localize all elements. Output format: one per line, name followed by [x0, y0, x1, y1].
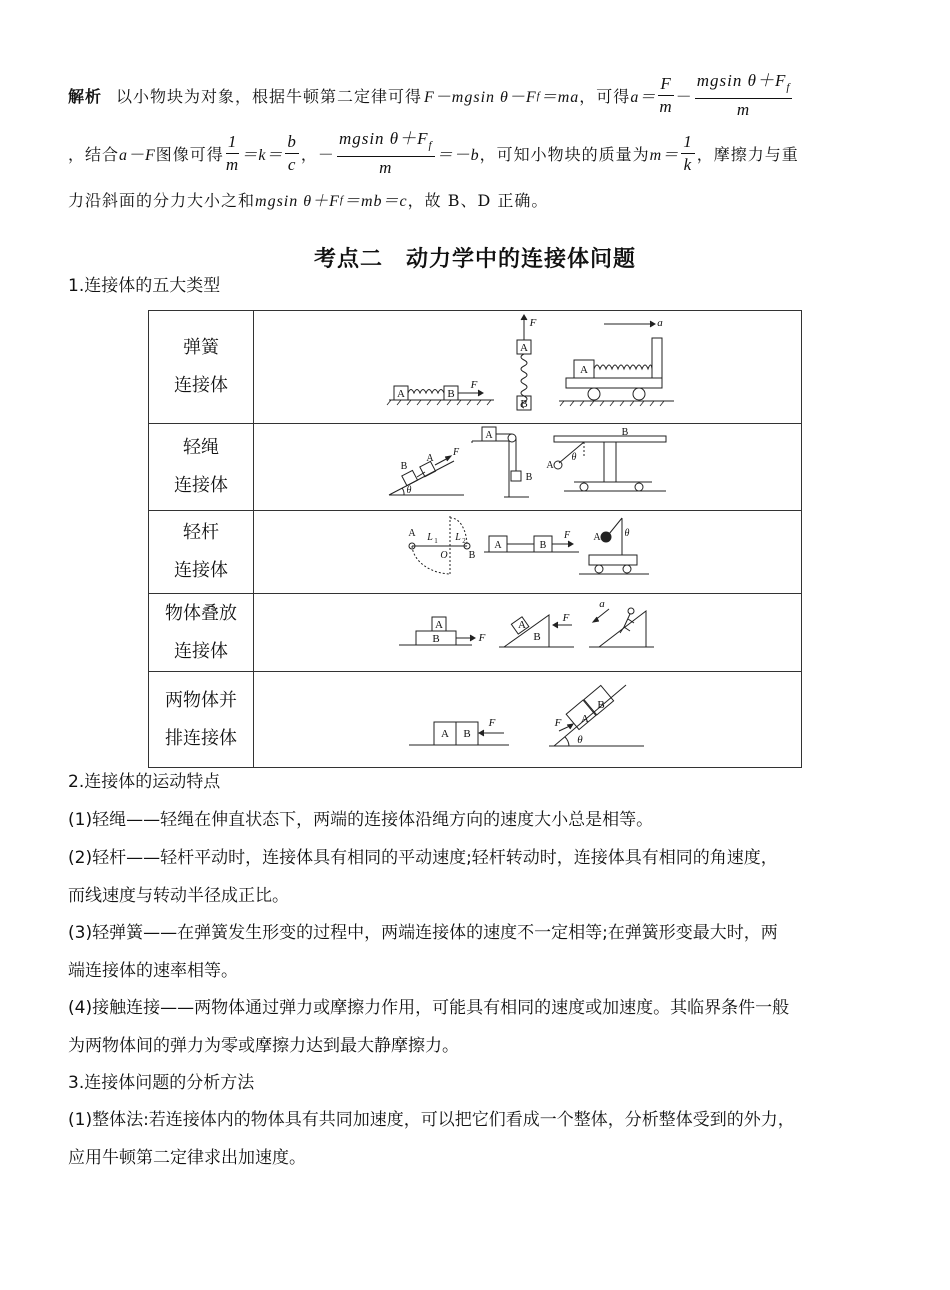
table-row [149, 311, 802, 424]
figure-cell [254, 424, 802, 511]
wedge-b [504, 615, 549, 647]
label-b: B [539, 539, 547, 551]
label-line: 物体叠放 [165, 602, 237, 624]
rod-ball [601, 532, 611, 542]
row-label [149, 594, 254, 672]
paragraph: (1)轻绳——轻绳在伸直状态下，两端的连接体沿绳方向的速度大小总是相等。 [68, 810, 654, 830]
cart-wall [652, 338, 662, 378]
fraction [695, 70, 793, 121]
label-f: F [478, 631, 486, 644]
equation: m＝ [649, 147, 680, 165]
fraction [285, 131, 299, 176]
paragraph: (2)轻杆——轻杆平动时，连接体具有相同的平动速度;轻杆转动时，连接体具有相同的角速度， [68, 848, 778, 868]
minus-sign: － [675, 87, 693, 107]
label-a: A [520, 341, 528, 354]
label-f: F [452, 446, 460, 458]
label-a: A [494, 539, 502, 551]
subscript: f [536, 89, 541, 102]
paragraph: 端连接体的速率相等。 [68, 961, 238, 981]
paragraph: 应用牛顿第二定律求出加速度。 [68, 1148, 306, 1168]
paragraph: (1)整体法:若连接体内的物体具有共同加速度，可以把它们看成一个整体，分析整体受到的外力， [68, 1110, 795, 1130]
equation: mgsin θ＋F [255, 193, 340, 210]
label-line: 排连接体 [165, 727, 237, 749]
label-f: F [470, 378, 478, 391]
label-line: 连接体 [174, 560, 228, 581]
fraction [337, 128, 435, 179]
label-line: 两物体并 [165, 689, 237, 711]
label-f: F [554, 716, 562, 729]
block-b [402, 470, 418, 485]
fraction-numerator: 1 [226, 131, 240, 154]
fraction-numerator: b [285, 131, 299, 154]
label-line: 连接体 [174, 375, 228, 396]
solution-text: 图像可得 [155, 145, 224, 165]
equation: F－mgsin θ－F [424, 89, 537, 107]
label-accel: a [657, 316, 663, 329]
paragraph: (4)接触连接——两物体通过弹力或摩擦力作用，可能具有相同的速度或加速度。其临界条件一般 [68, 998, 790, 1018]
label-line: 轻绳 [183, 437, 219, 458]
heading-methods: 3.连接体问题的分析方法 [68, 1073, 255, 1093]
label-b: B [400, 460, 408, 472]
figure-cell [254, 594, 802, 672]
label-a: A [546, 459, 554, 471]
pulley [508, 434, 516, 442]
label-a: A [593, 531, 601, 543]
label-b: B [520, 397, 528, 410]
label-b: B [432, 632, 440, 645]
fraction-denominator: m [379, 158, 393, 178]
label-a: A [408, 527, 416, 539]
fraction-denominator: k [683, 155, 693, 175]
table-row [149, 511, 802, 594]
label-a: A [485, 429, 493, 441]
equation: ＝k＝ [241, 147, 284, 165]
solution-text: 力沿斜面的分力大小之和 [68, 191, 256, 210]
fraction [681, 131, 695, 176]
block-b [511, 471, 521, 481]
solution-text: ，可得 [579, 87, 631, 107]
label-b: B [468, 549, 476, 561]
equation: a－F [119, 147, 156, 165]
equation: a＝ [630, 89, 657, 107]
stacked-connector-figure [254, 595, 800, 671]
solution-line-2 [68, 128, 799, 179]
label-a: A [397, 387, 405, 400]
fraction-numerator: F [658, 73, 673, 96]
figure-cell [254, 511, 802, 594]
paragraph: 而线速度与转动半径成正比。 [68, 886, 289, 906]
label-accel: a [599, 597, 605, 610]
solution-text: ，可知小物块的质量为 [479, 145, 650, 165]
row-label [149, 672, 254, 768]
subscript: f [428, 139, 433, 152]
label-line: 轻杆 [183, 522, 219, 543]
platform-b [554, 436, 666, 442]
equation: ＝－b [436, 147, 480, 165]
equation: ＝ma [540, 89, 580, 107]
side-by-side-connector-figure [254, 673, 800, 767]
label-line: 连接体 [174, 640, 228, 662]
table-row [149, 424, 802, 511]
connector-types-table [148, 310, 802, 768]
solution-text: ，摩擦力与重 [696, 145, 799, 165]
cart-wheel [633, 388, 645, 400]
figure-cell [254, 672, 802, 768]
label-f: F [488, 716, 496, 729]
label-b: B [447, 387, 455, 400]
equation: ＝mb＝c [343, 193, 408, 210]
label-a: A [435, 618, 443, 631]
cart-wheel [595, 565, 603, 573]
table-row [149, 672, 802, 768]
numerator-text: mgsin θ＋F [696, 71, 787, 90]
solution-line-1 [68, 70, 794, 121]
section-title: 考点二 动力学中的连接体问题 [313, 247, 636, 272]
fraction-numerator [337, 128, 435, 157]
fraction-denominator: m [659, 97, 673, 117]
label-b: B [463, 727, 471, 740]
solution-line-3 [68, 188, 548, 211]
label-b: B [525, 471, 533, 483]
fraction-denominator: c [287, 155, 297, 175]
solution-text: ，－ [300, 145, 335, 165]
label-line: 连接体 [174, 475, 228, 496]
fraction-denominator: m [225, 155, 240, 175]
label-a: A [518, 618, 526, 631]
label-l2-sub: 2 [462, 536, 466, 545]
heading-features: 2.连接体的运动特点 [68, 772, 221, 792]
label-o: O [440, 549, 448, 561]
cart-wheel [635, 483, 643, 491]
label-b: B [597, 698, 605, 711]
subscript: f [786, 81, 791, 94]
table-row [149, 594, 802, 672]
label-l1: L [427, 531, 433, 543]
cart-body [589, 555, 637, 565]
rod-connector-figure [254, 512, 800, 593]
row-label [149, 424, 254, 511]
solution-text: 以小物块为对象，根据牛顿第二定律可得 [116, 87, 423, 107]
label-f: F [562, 611, 570, 624]
paragraph: 为两物体间的弹力为零或摩擦力达到最大静摩擦力。 [68, 1036, 459, 1056]
label-a: A [426, 452, 434, 464]
numerator-text: mgsin θ＋F [338, 129, 429, 148]
support-pillar [604, 442, 616, 482]
spring-connector-figure [254, 312, 800, 423]
figure-cell [254, 311, 802, 424]
label-a: A [441, 727, 449, 740]
label-theta: θ [624, 527, 630, 539]
label-b: B [533, 630, 541, 643]
solution-label: 解析 [68, 87, 103, 107]
fraction [658, 73, 673, 118]
heading-types: 1.连接体的五大类型 [68, 276, 221, 296]
person-head [628, 608, 634, 614]
label-b: B [621, 426, 629, 438]
fraction-denominator: m [736, 100, 751, 120]
label-a: A [581, 712, 589, 725]
label-theta: θ [406, 484, 412, 496]
row-label [149, 311, 254, 424]
rope-connector-figure [254, 425, 800, 510]
solution-text: ，故 B、D 正确。 [407, 191, 549, 210]
cart-wheel [580, 483, 588, 491]
label-theta: θ [577, 733, 583, 746]
fraction-numerator [695, 70, 793, 99]
row-label [149, 511, 254, 594]
label-line: 弹簧 [183, 337, 219, 358]
fraction [226, 131, 240, 176]
cart-wheel [588, 388, 600, 400]
fraction-numerator: 1 [681, 131, 695, 154]
cart-wheel [623, 565, 631, 573]
label-theta: θ [571, 451, 577, 463]
pendulum-ball [554, 461, 562, 469]
label-l2: L [455, 531, 461, 543]
label-a: A [580, 363, 588, 376]
solution-text: ，结合 [68, 145, 120, 165]
subscript: f [339, 193, 344, 206]
paragraph: (3)轻弹簧——在弹簧发生形变的过程中，两端连接体的速度不一定相等;在弹簧形变最大时，两 [68, 923, 778, 943]
label-f: F [563, 529, 571, 541]
cart-body [566, 378, 662, 388]
label-l1-sub: 1 [434, 536, 438, 545]
label-f: F [529, 316, 537, 329]
